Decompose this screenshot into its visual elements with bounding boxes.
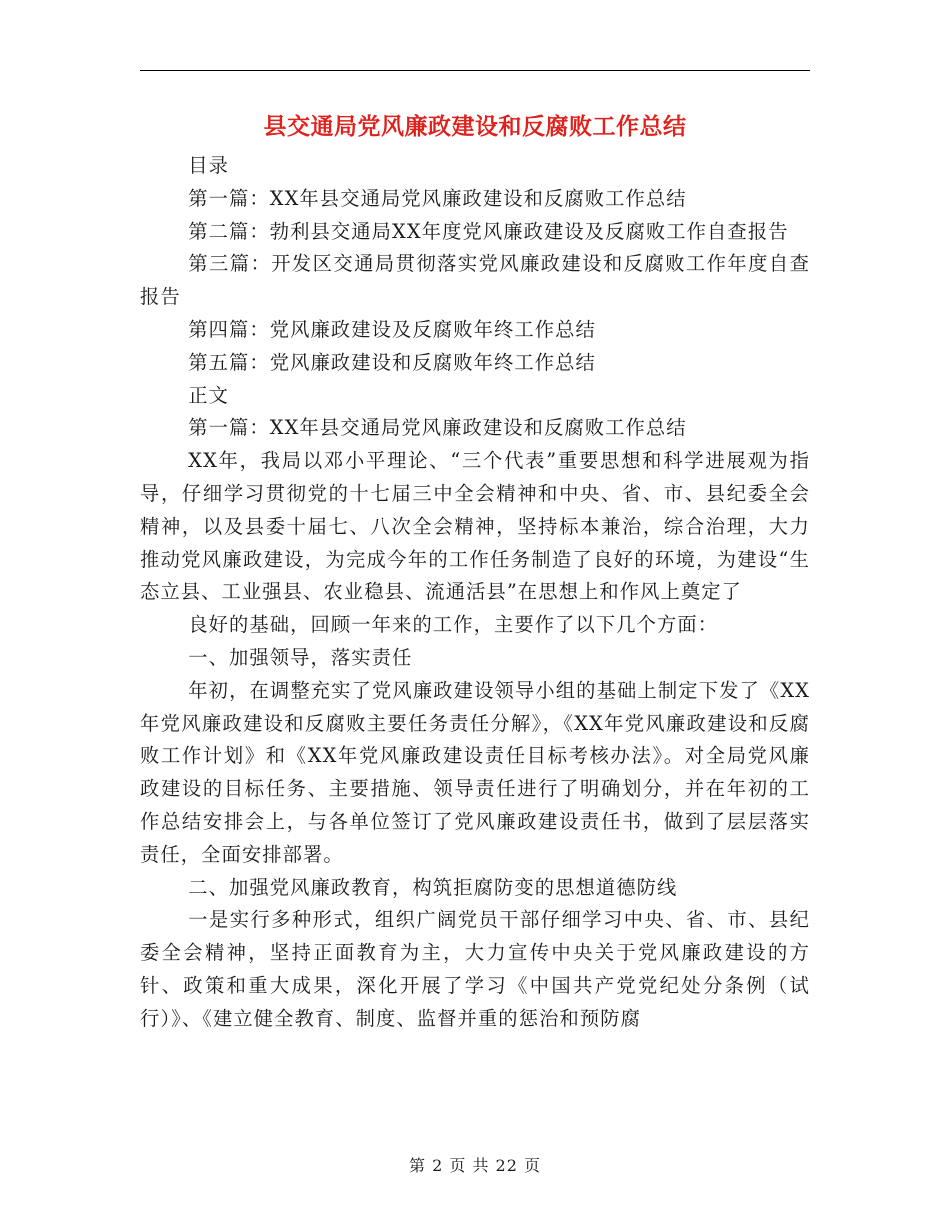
body-paragraph: 年初，在调整充实了党风廉政建设领导小组的基础上制定下发了《XX年党风廉政建设和反腐败主要任务责任分解》，《XX年党风廉政建设和反腐败工作计划》和《XX年党风廉政建设责任目标考核办法》。对全局党风廉政建设的目标任务、主要措施、领导责任进行了明确划分，并在年初的工作总结安排会上，与各单位签订了党风廉政建设责任书，做到了层层落实责任，全面安排部署。 <box>140 678 810 866</box>
footer-suffix: 页 <box>524 1156 542 1175</box>
footer-prefix: 第 <box>408 1156 426 1175</box>
total-pages: 22 <box>495 1156 518 1175</box>
chapter-title: 第一篇：XX年县交通局党风廉政建设和反腐败工作总结 <box>188 416 687 440</box>
toc-item-4: 第四篇：党风廉政建设及反腐败年终工作总结 <box>188 317 596 341</box>
body-paragraph: 良好的基础，回顾一年来的工作，主要作了以下几个方面： <box>188 613 719 637</box>
toc-item-1: 第一篇：XX年县交通局党风廉政建设和反腐败工作总结 <box>188 186 687 210</box>
document-body <box>140 150 810 1036</box>
document-title: 县交通局党风廉政建设和反腐败工作总结 <box>263 113 687 140</box>
body-paragraph: 一是实行多种形式，组织广阔党员干部仔细学习中央、省、市、县纪委全会精神，坚持正面教育为主，大力宣传中央关于党风廉政建设的方针、政策和重大成果，深化开展了学习《中国共产党党纪处分条例（试行）》、《建立健全教育、制度、监督并重的惩治和预防腐 <box>140 908 810 1030</box>
toc-item-5: 第五篇：党风廉政建设和反腐败年终工作总结 <box>188 350 596 374</box>
section-heading: 二、加强党风廉政教育，构筑拒腐防变的思想道德防线 <box>188 875 678 899</box>
current-page-number: 2 <box>432 1156 444 1175</box>
body-heading: 正文 <box>188 383 230 407</box>
toc-heading: 目录 <box>188 154 230 177</box>
section-heading: 一、加强领导，落实责任 <box>188 645 413 669</box>
header-rule <box>140 70 810 71</box>
body-paragraph: XX年，我局以邓小平理论、“三个代表”重要思想和科学进展观为指导，仔细学习贯彻党的十七届三中全会精神和中央、省、市、县纪委全会精神，以及县委十届七、八次全会精神，坚持标本兼治，综合治理，大力推动党风廉政建设，为完成今年的工作任务制造了良好的环境，为建设“生态立县、工业强县、农业稳县、流通活县”在思想上和作风上奠定了 <box>140 449 810 604</box>
page-footer <box>140 1153 810 1176</box>
footer-middle: 页 共 <box>449 1156 490 1175</box>
toc-item-3: 第三篇：开发区交通局贯彻落实党风廉政建设和反腐败工作年度自查报告 <box>140 252 810 309</box>
toc-item-2: 第二篇：勃利县交通局XX年度党风廉政建设及反腐败工作自查报告 <box>188 219 789 243</box>
